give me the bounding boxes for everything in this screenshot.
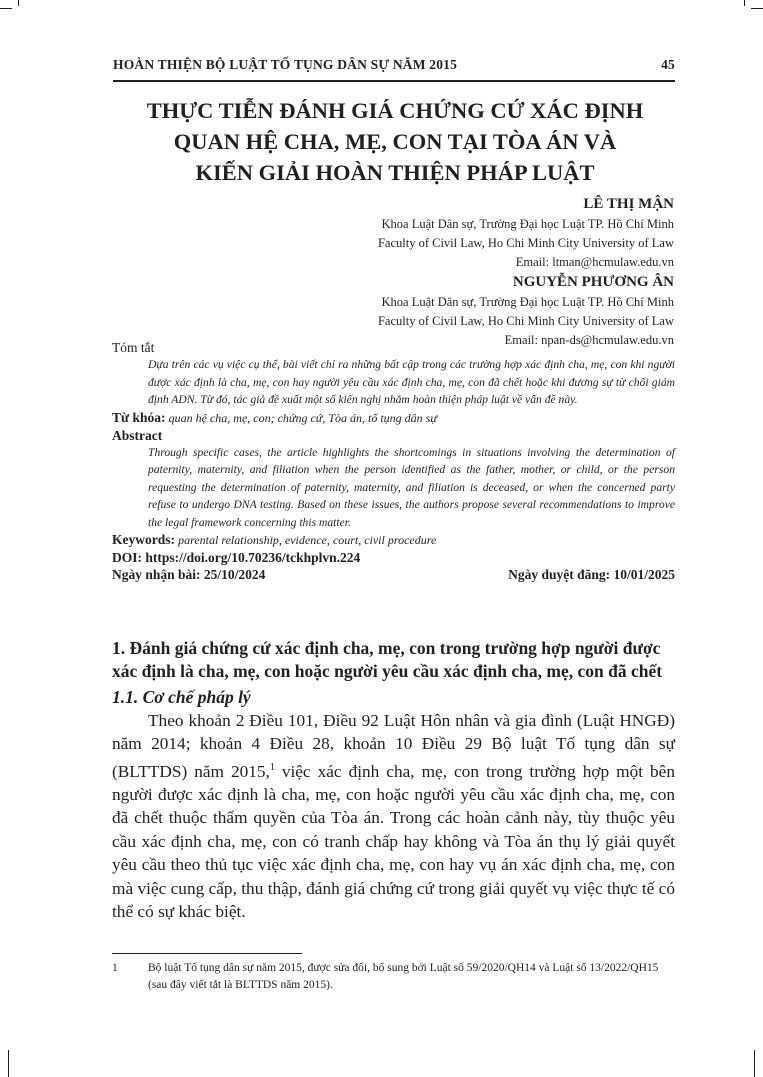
author-affiliation-vi: Khoa Luật Dân sự, Trường Đại học Luật TP. Hồ Chí Minh	[381, 295, 674, 309]
author-name: NGUYỄN PHƯƠNG ÂN	[512, 274, 674, 290]
title-line: THỰC TIỄN ĐÁNH GIÁ CHỨNG CỨ XÁC ĐỊNH	[146, 98, 644, 123]
author-affiliation-vi: Khoa Luật Dân sự, Trường Đại học Luật TP. Hồ Chí Minh	[381, 217, 674, 231]
footnote-ref[interactable]: 1	[269, 761, 275, 773]
crop-mark-top-right-vertical	[744, 0, 745, 6]
abstract-block	[112, 339, 675, 583]
body-text	[112, 637, 675, 923]
abstract-label: Abstract	[112, 427, 163, 443]
summary-text: Dựa trên các vụ việc cụ thể, bài viết chỉ ra những bất cập trong các trường hợp xác định cha, mẹ, con khi người được xác định là cha, mẹ, con hay người yêu cầu xác định cha, mẹ, con đã chết hoặc khi đương sự từ chối giám định ADN. Từ đó, tác giả đề xuất một số kiến nghị nhằm hoàn thiện pháp luật về vấn đề này.	[148, 358, 675, 406]
date-row	[112, 566, 675, 583]
author-name: LÊ THỊ MẬN	[583, 196, 674, 212]
author-affiliation-en: Faculty of Civil Law, Ho Chi Minh City University of Law	[377, 314, 674, 328]
summary-keywords-label: Từ khóa:	[112, 409, 166, 425]
running-title: HOÀN THIỆN BỘ LUẬT TỐ TỤNG DÂN SỰ NĂM 2015	[113, 57, 458, 72]
paragraph-text: Theo khoản 2 Điều 101, Điều 92 Luật Hôn nhân và gia đình (Luật HNGĐ) năm 2014; khoản 4 Điều 28, khoản 10 Điều 29 Bộ luật Tố tụng dân sự (BLTTDS) năm 2015,	[112, 711, 675, 781]
crop-mark-top-right	[751, 8, 763, 9]
running-header	[113, 57, 675, 73]
author-affiliation-en: Faculty of Civil Law, Ho Chi Minh City University of Law	[377, 236, 674, 250]
body-paragraph	[112, 709, 675, 923]
abstract-text: Through specific cases, the article highlights the shortcomings in situations involving the determination of paternity, maternity, and filiation when the person identified as the father, mother, or child, or the person requesting the determination of paternity, maternity, and filiation is deceased, or when the concerned party refuse to undergo DNA testing. Based on these issues, the authors propose several recommendations to improve the legal framework concerning this matter.	[148, 445, 675, 529]
section-heading: 1. Đánh giá chứng cứ xác định cha, mẹ, con trong trường hợp người được xác định là cha, mẹ, con hoặc người yêu cầu xác định cha, mẹ, con đã chết	[112, 638, 663, 681]
page-number: 45	[661, 57, 675, 72]
abstract-keywords-label: Keywords:	[112, 532, 175, 547]
summary-keywords	[112, 409, 675, 427]
title-line: QUAN HỆ CHA, MẸ, CON TẠI TÒA ÁN VÀ	[173, 129, 617, 154]
crop-mark-top-left	[0, 8, 12, 9]
crop-mark-top-left-vertical	[18, 0, 19, 6]
article-title	[90, 95, 700, 188]
header-rule	[113, 80, 675, 82]
accepted-date: Ngày duyệt đăng: 10/01/2025	[508, 567, 675, 582]
crop-mark-bottom-left	[8, 1050, 9, 1077]
abstract-keywords	[112, 531, 675, 549]
subsection-heading: 1.1. Cơ chế pháp lý	[112, 687, 251, 707]
footnote-text: Bộ luật Tố tụng dân sự năm 2015, được sửa đổi, bổ sung bởi Luật số 59/2020/QH14 và Luật số 13/2022/QH15 (sau đây viết tắt là BLTTDS năm 2015).	[148, 962, 659, 991]
title-line: KIẾN GIẢI HOÀN THIỆN PHÁP LUẬT	[195, 160, 595, 185]
author-block	[114, 194, 674, 350]
paragraph-text: việc xác định cha, mẹ, con trong trường hợp một bên người được xác định là cha, mẹ, con hoặc người yêu cầu xác định cha, mẹ, con đã chết thuộc thẩm quyền của Tòa án. Trong các hoàn cảnh này, tùy thuộc yêu cầu xác định cha, mẹ, con có tranh chấp hay không và Tòa án thụ lý giải quyết yêu cầu theo thủ tục việc xác định cha, mẹ, con hay vụ án xác định cha, mẹ, con mà việc cung cấp, thu thập, đánh giá chứng cứ trong giải quyết vụ việc thực tế có thể có sự khác biệt.	[112, 761, 675, 922]
doi-link[interactable]: DOI: https://doi.org/10.70236/tckhplvn.224	[112, 550, 361, 565]
author-email: Email: ltman@hcmulaw.edu.vn	[515, 255, 674, 269]
footnote	[112, 960, 675, 994]
author-email: Email: npan-ds@hcmulaw.edu.vn	[504, 333, 674, 347]
summary-label: Tóm tắt	[112, 340, 155, 355]
summary-keywords-text: quan hệ cha, mẹ, con; chứng cứ, Tòa án, tố tụng dân sự	[168, 410, 437, 425]
footnote-number: 1	[112, 962, 118, 974]
footnote-rule	[112, 953, 302, 954]
abstract-keywords-text: parental relationship, evidence, court, civil procedure	[178, 533, 437, 547]
crop-mark-bottom-right	[754, 1050, 755, 1077]
received-date: Ngày nhận bài: 25/10/2024	[112, 567, 266, 582]
